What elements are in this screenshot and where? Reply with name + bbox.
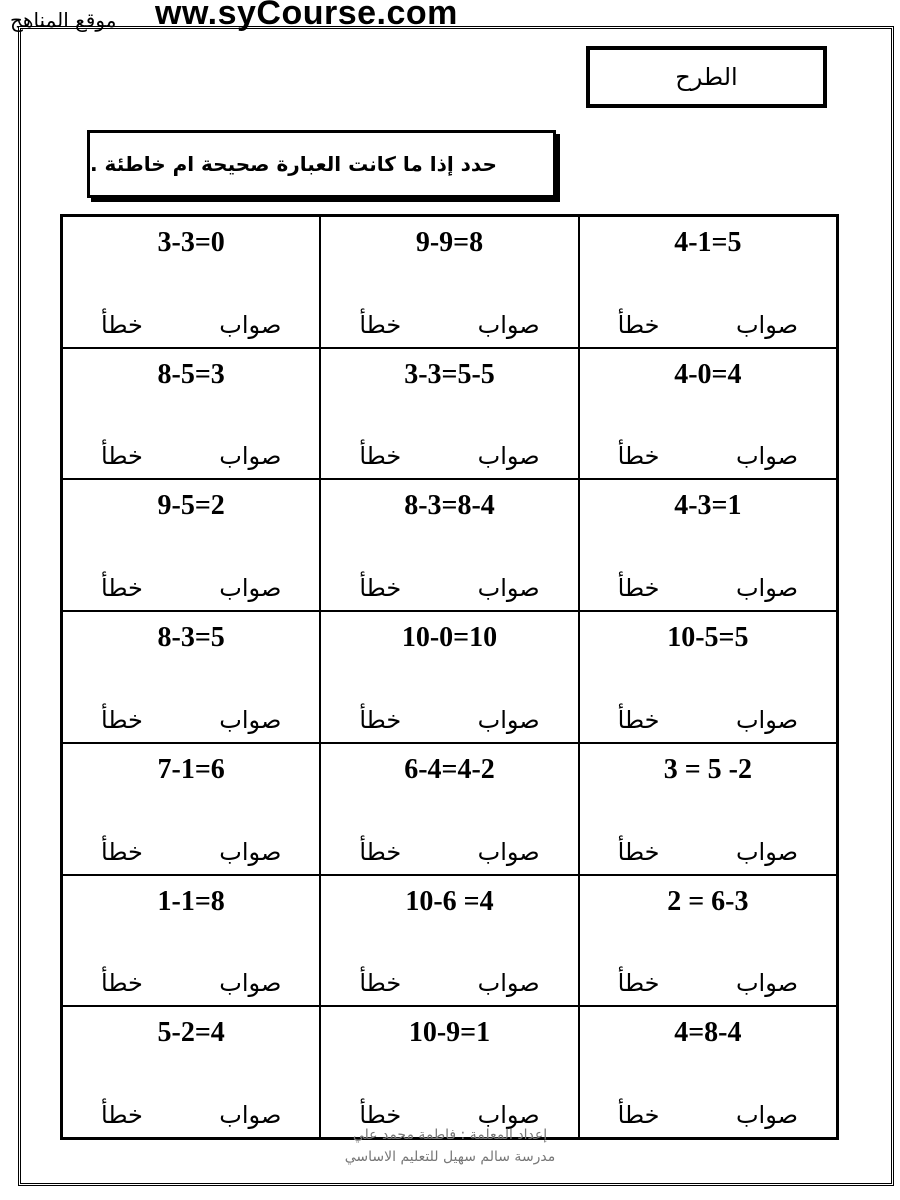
- option-true[interactable]: صواب: [477, 837, 540, 866]
- option-true[interactable]: صواب: [735, 574, 798, 603]
- equation: 10-5=5: [667, 622, 749, 654]
- option-true[interactable]: صواب: [735, 705, 798, 734]
- option-false[interactable]: خطأ: [101, 574, 143, 603]
- equation: 4=8-4: [674, 1017, 742, 1049]
- option-true[interactable]: صواب: [477, 1100, 540, 1129]
- option-false[interactable]: خطأ: [617, 969, 660, 998]
- equation: 10-6 =4: [405, 885, 494, 917]
- option-false[interactable]: خطأ: [359, 310, 402, 339]
- option-false[interactable]: خطأ: [617, 705, 660, 734]
- equation: 7-1=6: [157, 753, 225, 785]
- option-false[interactable]: خطأ: [617, 1100, 660, 1129]
- option-false[interactable]: خطأ: [101, 1100, 143, 1129]
- footer-teacher: إعداد المعلمة : فاطمة محمد علي: [352, 1127, 548, 1143]
- exercise-cell: [320, 216, 578, 348]
- exercise-cell: [62, 1006, 320, 1138]
- option-true[interactable]: صواب: [735, 837, 798, 866]
- option-true[interactable]: صواب: [477, 574, 540, 603]
- option-false[interactable]: خطأ: [617, 442, 660, 471]
- equation: 5-2=4: [157, 1017, 225, 1049]
- equation: 3-3=0: [157, 227, 225, 258]
- option-false[interactable]: خطأ: [359, 574, 402, 603]
- exercise-cell: [62, 875, 320, 1007]
- instruction-box: حدد إذا ما كانت العبارة صحيحة ام خاطئة .: [87, 130, 556, 198]
- exercise-cell: [320, 743, 578, 875]
- footer-school: مدرسة سالم سهيل للتعليم الاساسي: [344, 1149, 556, 1165]
- exercise-cell: [579, 1006, 837, 1138]
- option-true[interactable]: صواب: [219, 442, 282, 471]
- exercise-cell: [579, 216, 837, 348]
- site-url: ww.syCourse.com: [155, 0, 458, 32]
- option-false[interactable]: خطأ: [359, 1100, 402, 1129]
- exercise-cell: [320, 1006, 578, 1138]
- option-true[interactable]: صواب: [735, 442, 798, 471]
- equation: 1-1=8: [157, 885, 225, 917]
- exercise-cell: [62, 611, 320, 743]
- equation: 9-5=2: [157, 490, 225, 522]
- option-false[interactable]: خطأ: [617, 574, 660, 603]
- option-true[interactable]: صواب: [219, 574, 282, 603]
- option-true[interactable]: صواب: [735, 310, 798, 339]
- equation: 8-3=5: [157, 622, 225, 654]
- exercise-cell: [62, 479, 320, 611]
- site-name-arabic: موقع المناهج: [10, 8, 117, 32]
- option-true[interactable]: صواب: [219, 969, 282, 998]
- option-false[interactable]: خطأ: [359, 969, 402, 998]
- exercise-cell: [320, 875, 578, 1007]
- option-false[interactable]: خطأ: [617, 837, 660, 866]
- equation: 4-0=4: [674, 358, 742, 390]
- option-true[interactable]: صواب: [735, 1100, 798, 1129]
- equation: 2 = 6-3: [667, 885, 749, 917]
- option-true[interactable]: صواب: [477, 310, 540, 339]
- option-false[interactable]: خطأ: [359, 705, 402, 734]
- option-false[interactable]: خطأ: [101, 705, 143, 734]
- option-true[interactable]: صواب: [219, 1100, 282, 1129]
- footer-credit: [300, 1124, 600, 1168]
- option-true[interactable]: صواب: [219, 837, 282, 866]
- exercise-cell: [320, 479, 578, 611]
- option-false[interactable]: خطأ: [359, 442, 402, 471]
- topic-title: الطرح: [586, 46, 827, 108]
- option-false[interactable]: خطأ: [101, 837, 143, 866]
- option-true[interactable]: صواب: [477, 442, 540, 471]
- exercise-cell: [579, 743, 837, 875]
- option-false[interactable]: خطأ: [101, 969, 143, 998]
- equation: 4-1=5: [674, 227, 742, 258]
- exercise-cell: [62, 348, 320, 480]
- exercise-grid: [60, 214, 839, 1140]
- exercise-cell: [62, 743, 320, 875]
- exercise-cell: [579, 479, 837, 611]
- equation: 3 = 5 -2: [663, 753, 752, 785]
- equation: 6-4=4-2: [404, 753, 495, 785]
- exercise-cell: [579, 348, 837, 480]
- option-false[interactable]: خطأ: [617, 310, 660, 339]
- option-false[interactable]: خطأ: [101, 310, 143, 339]
- option-false[interactable]: خطأ: [101, 442, 143, 471]
- equation: 10-9=1: [408, 1017, 491, 1049]
- option-true[interactable]: صواب: [219, 705, 282, 734]
- option-true[interactable]: صواب: [735, 969, 798, 998]
- exercise-cell: [579, 611, 837, 743]
- equation: 10-0=10: [401, 622, 498, 654]
- equation: 4-3=1: [674, 490, 742, 522]
- equation: 3-3=5-5: [404, 358, 495, 390]
- equation: 8-5=3: [157, 358, 225, 390]
- equation: 8-3=8-4: [404, 490, 495, 522]
- exercise-cell: [62, 216, 320, 348]
- exercise-cell: [320, 348, 578, 480]
- option-false[interactable]: خطأ: [359, 837, 402, 866]
- option-true[interactable]: صواب: [477, 969, 540, 998]
- equation: 9-9=8: [415, 227, 484, 258]
- exercise-cell: [320, 611, 578, 743]
- option-true[interactable]: صواب: [219, 310, 282, 339]
- option-true[interactable]: صواب: [477, 705, 540, 734]
- exercise-cell: [579, 875, 837, 1007]
